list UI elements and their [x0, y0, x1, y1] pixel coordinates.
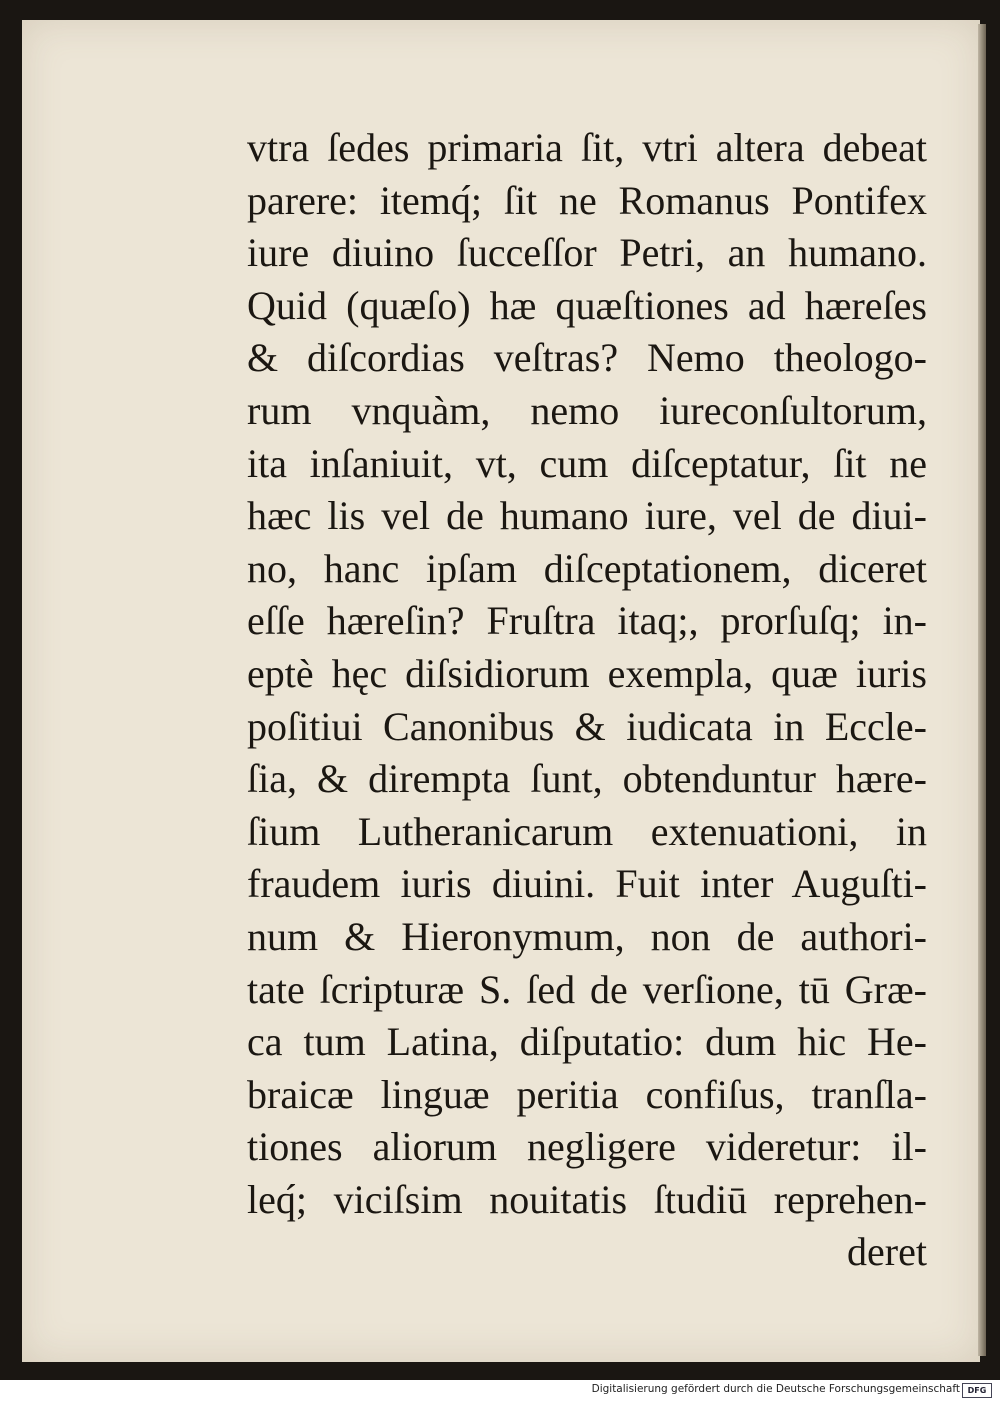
text-line: leq́; viciſsim nouitatis ſtudiū reprehen- — [247, 1176, 927, 1222]
body-text — [247, 122, 927, 1279]
footer — [0, 1380, 1000, 1401]
dfg-logo: DFG — [962, 1383, 992, 1398]
catchword: deret — [847, 1229, 927, 1275]
text-line: & diſcordias veſtras? Nemo theologo- — [247, 335, 927, 381]
page-edge — [978, 24, 986, 1356]
text-line: tate ſcripturæ S. ſed de verſione, tū Græ- — [247, 966, 927, 1012]
text-line: rum vnquàm, nemo iureconſultorum, — [247, 387, 927, 433]
text-line: poſitiui Canonibus & iudicata in Eccle- — [247, 703, 927, 749]
text-line: eſſe hæreſin? Fruſtra itaq;, prorſuſq; in- — [247, 598, 927, 644]
text-line: iure diuino ſucceſſor Petri, an humano. — [247, 230, 927, 276]
text-line: ita inſaniuit, vt, cum diſceptatur, ſit ne — [247, 440, 927, 486]
text-line: num & Hieronymum, non de authori- — [247, 913, 927, 959]
text-line: ſia, & dirempta ſunt, obtenduntur hære- — [247, 756, 927, 802]
text-line: no, hanc ipſam diſceptationem, diceret — [247, 545, 927, 591]
text-line: hæc lis vel de humano iure, vel de diui- — [247, 493, 927, 539]
text-line: fraudem iuris diuini. Fuit inter Auguſti- — [247, 861, 927, 907]
text-line: tiones aliorum negligere videretur: il- — [247, 1124, 927, 1170]
text-line: vtra ſedes primaria ſit, vtri altera debeat — [247, 125, 927, 170]
funding-notice: Digitalisierung gefördert durch die Deutsche Forschungsgemeinschaft — [591, 1383, 960, 1395]
text-line: eptè hęc diſsidiorum exempla, quæ iuris — [247, 650, 927, 696]
text-line: ſium Lutheranicarum extenuationi, in — [247, 808, 927, 854]
text-line: Quid (quæſo) hæ quæſtiones ad hæreſes — [247, 282, 927, 328]
text-line: ca tum Latina, diſputatio: dum hic He- — [247, 1019, 927, 1065]
text-line: parere: itemq́; ſit ne Romanus Pontifex — [247, 177, 927, 223]
text-line: braicæ linguæ peritia confiſus, tranſla- — [247, 1071, 927, 1117]
